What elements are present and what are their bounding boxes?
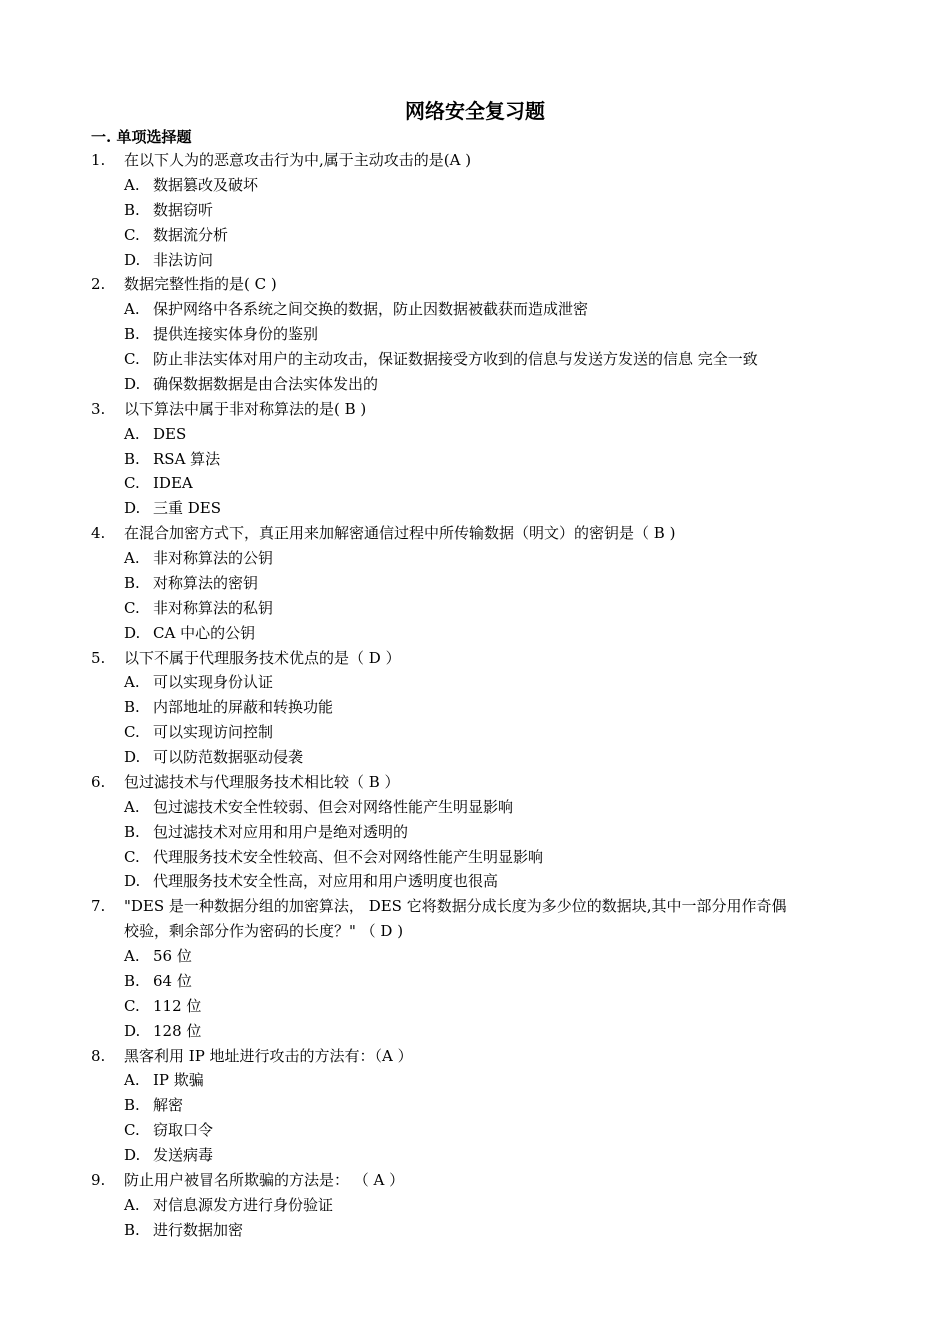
question-text: 防止用户被冒名所欺骗的方法是： （ A ） [124,1170,405,1189]
answer-option [0,322,950,347]
answer-option [0,372,950,397]
option-letter: B. [124,1220,140,1239]
option-letter: C. [124,723,140,742]
answer-option [0,1143,950,1168]
option-text: 数据窃听 [153,200,214,219]
answer-option [0,297,950,322]
option-letter: D. [124,1146,141,1164]
question-line [0,646,950,671]
answer-option [0,447,950,472]
option-text: 非对称算法的私钥 [153,598,274,617]
option-letter: C. [124,847,140,866]
question-number: 2. [91,275,106,294]
option-text: 56 位 [153,947,192,965]
option-letter: A. [124,175,140,194]
option-text: DES [153,424,187,443]
question-item [0,894,950,1043]
answer-option [0,845,950,870]
question-item [0,1168,950,1243]
answer-option [0,596,950,621]
option-text: 进行数据加密 [153,1220,244,1239]
question-line [0,272,950,297]
answer-option [0,869,950,894]
question-item [0,397,950,521]
question-text: 在以下人为的恶意攻击行为中,属于主动攻击的是(A ) [124,151,472,169]
option-letter: A. [124,1071,140,1090]
option-letter: B. [124,698,140,717]
question-number: 9. [91,1170,106,1189]
question-number: 3. [91,399,106,418]
option-text: 可以实现访问控制 [153,723,274,742]
question-text: 在混合加密方式下，真正用来加解密通信过程中所传输数据（明文）的密钥是（ B ) [124,524,676,543]
question-item [0,770,950,894]
option-text: RSA 算法 [153,449,221,468]
question-item [0,521,950,645]
option-text: 防止非法实体对用户的主动攻击，保证数据接受方收到的信息与发送方发送的信息 完全一致 [153,350,758,368]
question-line [0,1168,950,1193]
question-line [0,919,950,944]
option-letter: C. [124,350,140,368]
answer-option [0,248,950,273]
question-line [0,397,950,422]
question-line [0,894,950,919]
question-text: 黑客利用 IP 地址进行攻击的方法有：（A ） [124,1046,413,1065]
option-text: 窃取口令 [153,1121,214,1140]
question-line [0,770,950,795]
option-text: 数据篡改及破坏 [153,175,259,194]
answer-option [0,670,950,695]
question-number: 6. [91,772,106,791]
option-letter: D. [124,250,141,269]
question-text: 以下不属于代理服务技术优点的是（ D ） [124,648,401,667]
option-letter: B. [124,200,140,219]
answer-option [0,1218,950,1243]
option-letter: A. [124,1195,140,1214]
option-text: 发送病毒 [153,1146,214,1164]
answer-option [0,745,950,770]
option-text: 代理服务技术安全性较高、但不会对网络性能产生明显影响 [153,847,544,866]
question-text: 校验，剩余部分作为密码的长度？" （ D ) [124,922,404,941]
question-number: 4. [91,524,106,543]
option-letter: A. [124,797,140,816]
answer-option [0,1068,950,1093]
option-letter: B. [124,971,140,990]
option-letter: A. [124,300,140,319]
option-text: 64 位 [153,971,192,990]
question-text: 包过滤技术与代理服务技术相比较（ B ） [124,772,400,791]
question-text: "DES 是一种数据分组的加密算法， DES 它将数据分成长度为多少位的数据块,其中一部分用作奇偶 [124,897,787,916]
option-letter: A. [124,947,140,965]
option-text: 保护网络中各系统之间交换的数据，防止因数据被截获而造成泄密 [153,300,589,319]
answer-option [0,1118,950,1143]
answer-option [0,571,950,596]
document-title: 网络安全复习题 [405,99,545,123]
option-text: IDEA [153,474,193,493]
question-number: 5. [91,648,106,667]
option-text: CA 中心的公钥 [153,623,256,642]
answer-option [0,720,950,745]
option-text: 128 位 [153,1021,202,1040]
option-letter: C. [124,225,140,244]
answer-option [0,198,950,223]
question-item [0,272,950,396]
option-letter: B. [124,822,140,841]
option-letter: C. [124,996,140,1015]
option-letter: B. [124,449,140,468]
option-letter: D. [124,748,141,766]
answer-option [0,1093,950,1118]
option-letter: B. [124,325,140,344]
option-letter: C. [124,474,140,493]
option-letter: B. [124,1096,140,1115]
option-text: 三重 DES [153,499,222,518]
option-text: 包过滤技术安全性较弱、但会对网络性能产生明显影响 [153,797,514,816]
option-letter: A. [124,549,140,567]
answer-option [0,994,950,1019]
option-letter: D. [124,374,141,393]
answer-option [0,795,950,820]
option-text: 确保数据数据是由合法实体发出的 [153,374,379,393]
option-letter: A. [124,424,140,443]
answer-option [0,347,950,372]
option-text: 对信息源发方进行身份验证 [153,1195,334,1214]
option-letter: D. [124,1021,141,1040]
option-text: 非对称算法的公钥 [153,549,274,567]
answer-option [0,944,950,969]
option-text: 内部地址的屏蔽和转换功能 [153,698,334,717]
answer-option [0,1019,950,1044]
option-letter: A. [124,673,140,692]
question-text: 以下算法中属于非对称算法的是( B ) [124,399,367,418]
answer-option [0,422,950,447]
answer-option [0,546,950,571]
option-text: 可以防范数据驱动侵袭 [153,748,304,766]
answer-option [0,1193,950,1218]
question-number: 1. [91,151,106,169]
option-text: 包过滤技术对应用和用户是绝对透明的 [153,822,409,841]
question-line [0,148,950,173]
option-letter: D. [124,623,141,642]
option-text: 对称算法的密钥 [153,573,259,592]
answer-option [0,695,950,720]
question-list [0,148,950,1243]
option-letter: D. [124,499,141,518]
answer-option [0,969,950,994]
option-letter: C. [124,598,140,617]
answer-option [0,223,950,248]
option-text: 非法访问 [153,250,214,269]
question-line [0,521,950,546]
option-text: 可以实现身份认证 [153,673,274,692]
option-letter: C. [124,1121,140,1140]
option-text: 代理服务技术安全性高，对应用和用户透明度也很高 [153,872,499,891]
answer-option [0,496,950,521]
option-text: 解密 [153,1096,184,1115]
answer-option [0,471,950,496]
option-text: IP 欺骗 [153,1071,204,1090]
question-number: 7. [91,897,106,916]
question-text: 数据完整性指的是( C ) [124,275,277,294]
option-letter: B. [124,573,140,592]
question-item [0,646,950,770]
option-text: 112 位 [153,996,202,1015]
answer-option [0,173,950,198]
question-number: 8. [91,1046,106,1065]
option-text: 提供连接实体身份的鉴别 [153,325,319,344]
answer-option [0,621,950,646]
section-heading: 一. 单项选择题 [91,128,192,146]
question-item [0,148,950,272]
option-letter: D. [124,872,141,891]
answer-option [0,820,950,845]
option-text: 数据流分析 [153,225,229,244]
question-line [0,1044,950,1069]
question-item [0,1044,950,1168]
